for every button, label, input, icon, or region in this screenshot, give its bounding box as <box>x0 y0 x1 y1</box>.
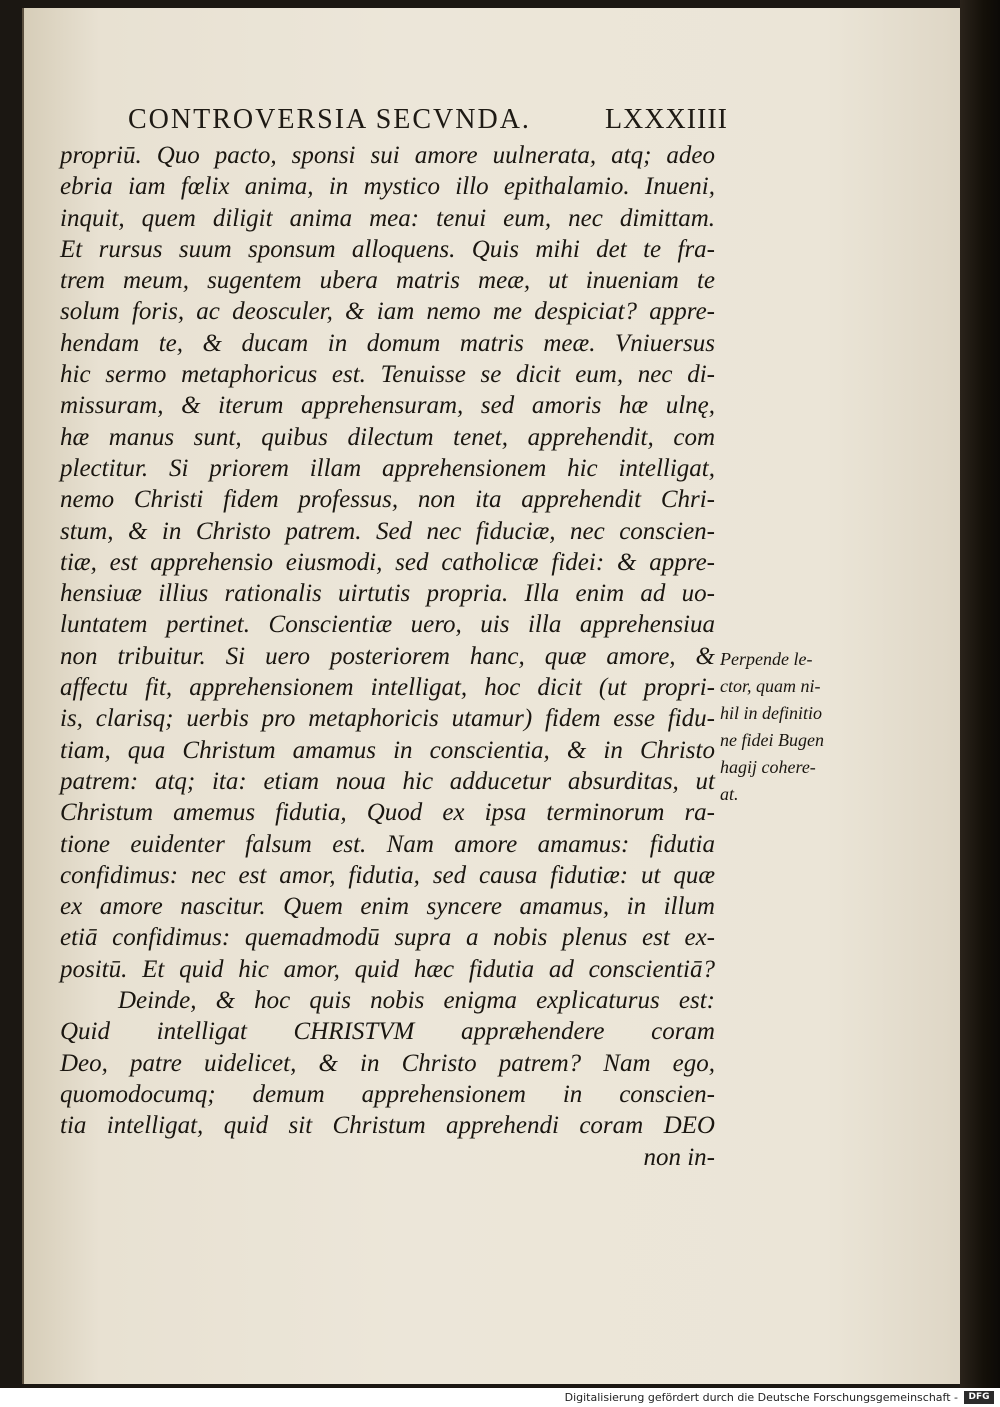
funding-credit: Digitalisierung gefördert durch die Deutsche Forschungsgemeinschaft - <box>564 1391 958 1404</box>
text-line: tiam, qua Christum amamus in conscientia, & in Christo <box>60 736 715 764</box>
text-line: affectu fit, apprehensionem intelligat, hoc dicit (ut propri- <box>60 674 715 702</box>
text-line: Christum amemus fidutia, Quod ex ipsa terminorum ra- <box>60 799 715 827</box>
text-line: ebria iam fœlix anima, in mystico illo epithalamio. Inueni, <box>60 173 715 201</box>
text-line: positū. Et quid hic amor, quid hæc fidutia ad conscientiā? <box>60 955 715 983</box>
text-line: hic sermo metaphoricus est. Tenuisse se dicit eum, nec di- <box>60 361 715 389</box>
running-title: CONTROVERSIA SECVNDA. <box>128 104 531 135</box>
text-line: propriū. Quo pacto, sponsi sui amore uulnerata, atq; adeo <box>60 142 715 169</box>
main-text-block <box>60 140 715 1173</box>
text-line: tione euidenter falsum est. Nam amore amamus: fidutia <box>60 830 715 858</box>
margin-note-line: hil in definitio <box>720 703 822 723</box>
text-line: confidimus: nec est amor, fidutia, sed causa fidutiæ: ut quæ <box>60 861 715 889</box>
text-line: missuram, & iterum apprehensuram, sed amoris hæ ulnę, <box>60 392 715 420</box>
page-edge-shadow <box>960 0 1000 1388</box>
margin-note-line: ctor, quam ni- <box>720 676 821 696</box>
text-line: Deinde, & hoc quis nobis enigma explicaturus est: <box>118 987 715 1015</box>
text-line: hendam te, & ducam in domum matris meæ. Vniuersus <box>60 329 715 357</box>
text-line: luntatem pertinet. Conscientiæ uero, uis illa apprehensiua <box>60 611 715 639</box>
text-line: is, clarisq; uerbis pro metaphoricis utamur) fidem esse fidu- <box>60 705 715 733</box>
text-line: etiā confidimus: quemadmodū supra a nobis plenus est ex- <box>60 924 715 952</box>
text-line: nemo Christi fidem professus, non ita apprehendit Chri- <box>60 486 715 514</box>
text-line: non tribuitur. Si uero posteriorem hanc, quæ amore, & <box>60 642 715 670</box>
text-line: quomodocumq; demum apprehensionem in conscien- <box>60 1080 715 1108</box>
text-line: trem meum, sugentem ubera matris meæ, ut inueniam te <box>60 267 715 295</box>
marginal-note <box>720 646 860 808</box>
text-line: stum, & in Christo patrem. Sed nec fiduciæ, nec conscien- <box>60 517 715 545</box>
margin-note-line: ne fidei Bugen <box>720 730 824 750</box>
text-line: hensiuæ illius rationalis uirtutis propria. Illa enim ad uo- <box>60 580 715 608</box>
margin-note-line: at. <box>720 784 739 804</box>
text-line: Quid intelligat CHRISTVM appræhendere coram <box>60 1018 715 1046</box>
page-header <box>128 104 728 144</box>
text-line: ex amore nascitur. Quem enim syncere amamus, in illum <box>60 893 715 921</box>
text-line: inquit, quem diligit anima mea: tenui eum, nec dimittam. <box>60 204 715 232</box>
text-line: tia intelligat, quid sit Christum apprehendi coram DEO <box>60 1112 715 1140</box>
text-line: patrem: atq; ita: etiam noua hic adducetur absurditas, ut <box>60 767 715 795</box>
margin-note-line: hagij cohere- <box>720 757 816 777</box>
text-line: Deo, patre uidelicet, & in Christo patrem? Nam ego, <box>60 1049 715 1077</box>
footer-bar <box>0 1388 1000 1407</box>
text-line: solum foris, ac deosculer, & iam nemo me despiciat? appre- <box>60 298 715 326</box>
text-line: plectitur. Si priorem illam apprehensionem hic intelligat, <box>60 454 715 482</box>
dfg-logo: DFG <box>964 1391 994 1404</box>
text-line: tiæ, est apprehensio eiusmodi, sed catholicæ fidei: & appre- <box>60 548 715 576</box>
text-line: Et rursus suum sponsum alloquens. Quis mihi det te fra- <box>60 235 715 263</box>
catchword: non in- <box>643 1143 715 1171</box>
text-line: hæ manus sunt, quibus dilectum tenet, apprehendit, com <box>60 423 715 451</box>
margin-note-line: Perpende le- <box>720 649 813 669</box>
folio-number: LXXXIIII <box>604 104 728 135</box>
